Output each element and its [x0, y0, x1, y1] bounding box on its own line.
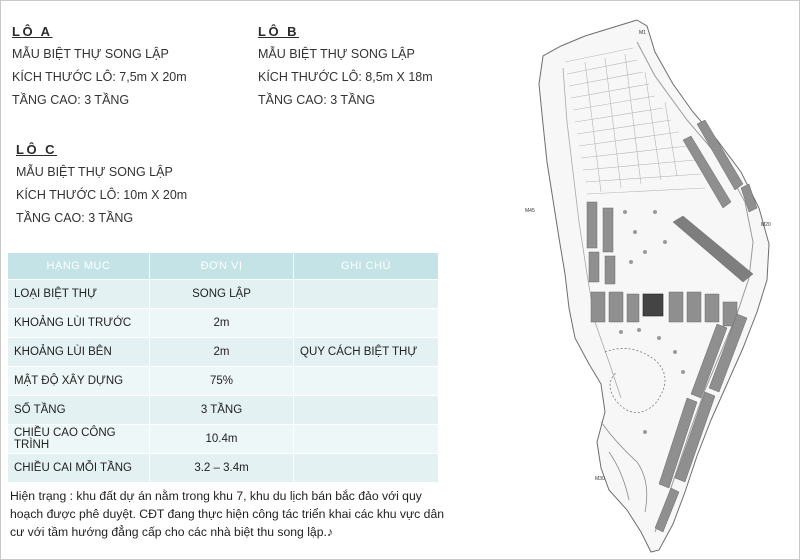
- table-cell: 3 TẦNG: [150, 395, 294, 424]
- table-row: [8, 424, 439, 453]
- map-label: M1: [639, 30, 646, 36]
- lot-c-title: LÔ C: [16, 142, 58, 157]
- table-cell: KHOẢNG LÙI BÊN: [8, 337, 150, 366]
- table-cell: [294, 308, 439, 337]
- table-cell: 2m: [150, 337, 294, 366]
- table-cell: CHIỀU CAO CÔNG TRÌNH: [8, 424, 150, 453]
- table-cell: [294, 395, 439, 424]
- table-cell: KHOẢNG LÙI TRƯỚC: [8, 308, 150, 337]
- header-note: GHI CHÚ: [294, 253, 439, 279]
- map-label: M30: [595, 476, 605, 482]
- table-cell: [294, 366, 439, 395]
- lot-b-info: [258, 20, 433, 112]
- table-row: [8, 366, 439, 395]
- central-plaza: [643, 294, 663, 316]
- table-row: [8, 453, 439, 482]
- table-cell: SỐ TẦNG: [8, 395, 150, 424]
- lot-a-info: [12, 20, 187, 112]
- lot-b-floors: TẦNG CAO: 3 TẦNG: [258, 93, 376, 107]
- lot-c-size: KÍCH THƯỚC LÔ: 10m X 20m: [16, 188, 188, 202]
- table-cell: QUY CÁCH BIỆT THỰ: [294, 337, 439, 366]
- site-boundary: [539, 20, 769, 552]
- table-cell: LOẠI BIỆT THỰ: [8, 279, 150, 308]
- table-cell: [294, 424, 439, 453]
- lot-b-type: MẪU BIỆT THỰ SONG LẬP: [258, 47, 415, 61]
- table-cell: CHIỀU CAI MỖI TẦNG: [8, 453, 150, 482]
- lot-c-info: [16, 138, 187, 230]
- map-label: M20: [761, 222, 771, 228]
- table-cell: 10.4m: [150, 424, 294, 453]
- lot-a-title: LÔ A: [12, 24, 53, 39]
- table-cell: MẬT ĐỘ XÂY DỰNG: [8, 366, 150, 395]
- site-plan-map: [505, 12, 795, 558]
- map-label: M45: [525, 208, 535, 214]
- table-cell: [294, 453, 439, 482]
- spec-table-header: [8, 253, 439, 279]
- lot-c-type: MẪU BIỆT THỰ SONG LẬP: [16, 165, 173, 179]
- lot-b-title: LÔ B: [258, 24, 300, 39]
- table-cell: 75%: [150, 366, 294, 395]
- spec-table: [8, 253, 439, 482]
- status-note: Hiện trạng : khu đất dự án nằm trong khu 7, khu du lịch bán bắc đảo với quy hoạch được phê duyệt. CĐT đang thực hiện công tác triển khai các khu vực dân cư với tầm hướng đẳng cấp cho các nhà biệt thu song lập.♪: [10, 489, 445, 539]
- table-row: [8, 279, 439, 308]
- table-cell: SONG LẬP: [150, 279, 294, 308]
- lot-a-size: KÍCH THƯỚC LÔ: 7,5m X 20m: [12, 70, 187, 84]
- table-cell: [294, 279, 439, 308]
- lot-b-size: KÍCH THƯỚC LÔ: 8,5m X 18m: [258, 70, 433, 84]
- table-cell: 2m: [150, 308, 294, 337]
- lot-a-type: MẪU BIỆT THỰ SONG LẬP: [12, 47, 169, 61]
- lot-c-floors: TẦNG CAO: 3 TẦNG: [16, 211, 134, 225]
- lot-a-floors: TẦNG CAO: 3 TẦNG: [12, 93, 130, 107]
- table-row: [8, 337, 439, 366]
- table-row: [8, 308, 439, 337]
- header-unit: ĐƠN VỊ: [150, 253, 294, 279]
- table-cell: 3.2 – 3.4m: [150, 453, 294, 482]
- table-row: [8, 395, 439, 424]
- header-category: HẠNG MỤC: [8, 253, 150, 279]
